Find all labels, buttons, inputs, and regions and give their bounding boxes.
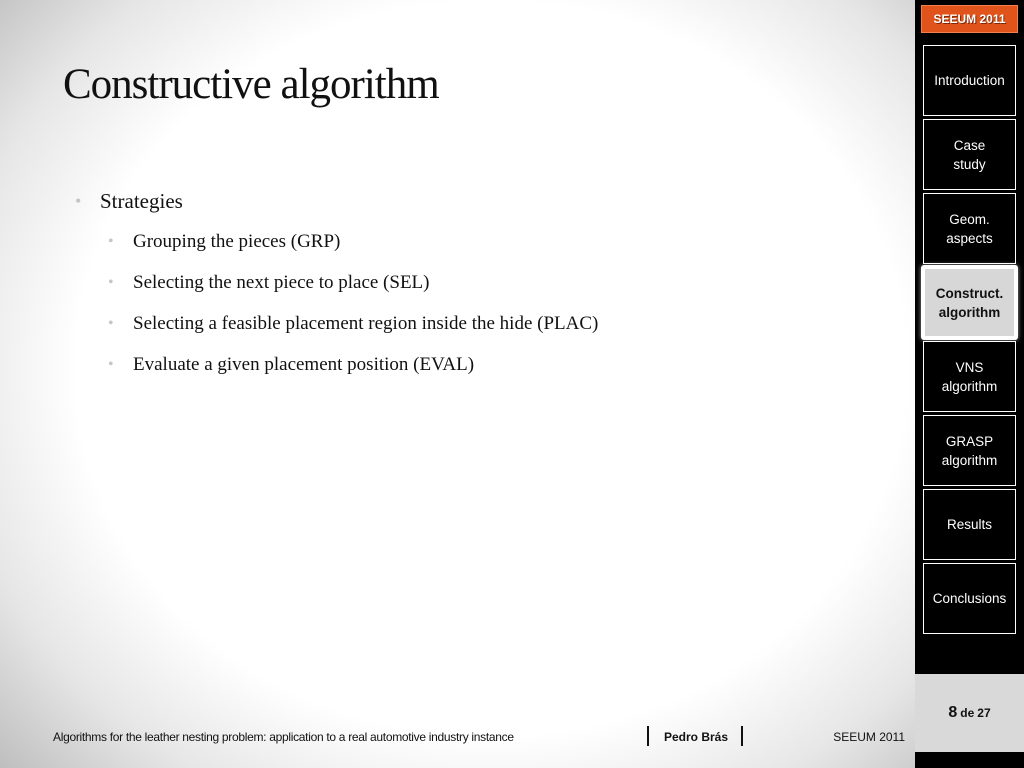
nav-item-conclusions[interactable] — [923, 563, 1016, 634]
page-indicator — [915, 674, 1024, 752]
nav-item-label: VNS algorithm — [941, 359, 998, 394]
nav-item-results[interactable] — [923, 489, 1016, 560]
page-total: 27 — [977, 706, 991, 720]
nav-item-geom-aspects[interactable] — [923, 193, 1016, 264]
bullet-icon: • — [75, 191, 82, 211]
nav-item-construct-algorithm[interactable] — [921, 265, 1018, 340]
bullet-icon: • — [108, 274, 114, 291]
bullet-icon: • — [108, 233, 114, 250]
nav-item-label: Results — [946, 517, 992, 532]
nav-item-label: Conclusions — [932, 591, 1007, 606]
sub-bullet — [72, 227, 892, 268]
brand-logo: SEEUM 2011 — [921, 5, 1018, 33]
footer-divider — [647, 726, 649, 746]
nav-item-vns-algorithm[interactable] — [923, 341, 1016, 412]
sub-bullet — [72, 268, 892, 309]
nav-item-label: Construct. algorithm — [925, 269, 1014, 336]
sub-bullet-text: Grouping the pieces (GRP) — [133, 231, 341, 252]
section-sidebar — [915, 0, 1024, 768]
bullet-icon: • — [108, 315, 114, 332]
nav-item-case-study[interactable] — [923, 119, 1016, 190]
footer-conference: SEEUM 2011 — [833, 730, 905, 744]
footer-divider — [741, 726, 743, 746]
nav-item-label: Case study — [953, 137, 986, 172]
nav-item-introduction[interactable] — [923, 45, 1016, 116]
bullet-icon: • — [108, 356, 114, 373]
slide-title: Constructive algorithm — [63, 61, 439, 108]
nav-item-label: Geom. aspects — [946, 211, 993, 246]
slide-content — [72, 186, 892, 391]
bullet-text: Strategies — [100, 189, 183, 213]
bullet-strategies — [72, 186, 892, 216]
sub-bullet-list — [72, 227, 892, 391]
sub-bullet-text: Evaluate a given placement position (EVAL) — [133, 354, 475, 375]
sub-bullet — [72, 350, 892, 391]
page-separator: de — [960, 706, 975, 720]
slide-footer — [0, 726, 915, 750]
sub-bullet-text: Selecting the next piece to place (SEL) — [133, 272, 430, 293]
nav-item-label: Introduction — [934, 73, 1005, 88]
footer-presentation-title: Algorithms for the leather nesting problem: application to a real automotive industry instance — [53, 730, 514, 744]
footer-author: Pedro Brás — [663, 730, 729, 744]
sub-bullet — [72, 309, 892, 350]
nav-item-grasp-algorithm[interactable] — [923, 415, 1016, 486]
nav-item-label: GRASP algorithm — [941, 433, 998, 468]
sub-bullet-text: Selecting a feasible placement region inside the hide (PLAC) — [133, 313, 599, 334]
page-current: 8 — [948, 704, 958, 721]
